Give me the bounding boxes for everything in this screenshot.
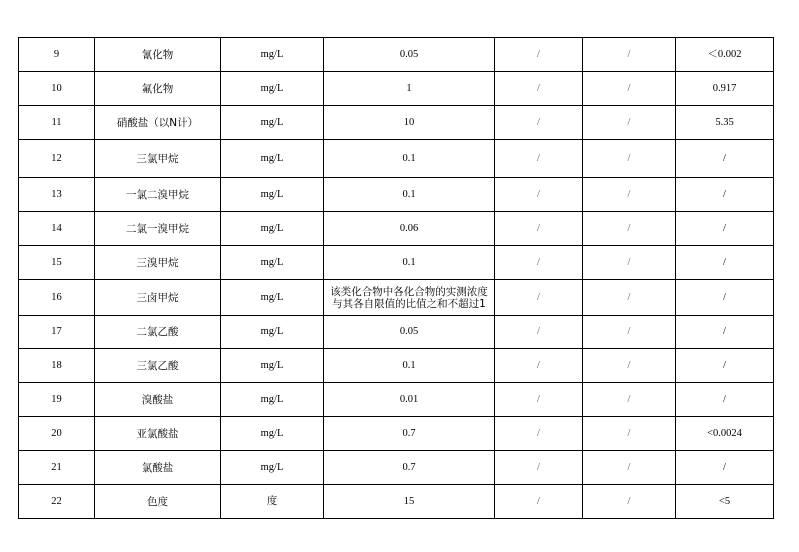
- table-row: [19, 383, 774, 417]
- indicator-name: 三卤甲烷: [95, 280, 221, 316]
- standard-limit: 该类化合物中各化合物的实测浓度与其各自限值的比值之和不超过1: [324, 280, 495, 316]
- test-result: /: [676, 349, 774, 383]
- standard-limit: 0.7: [324, 417, 495, 451]
- test-result: /: [676, 246, 774, 280]
- indicator-name: 一氯二溴甲烷: [95, 178, 221, 212]
- table-row: [19, 451, 774, 485]
- test-result: <0.0024: [676, 417, 774, 451]
- unit: mg/L: [221, 140, 324, 178]
- row-number: 15: [19, 246, 95, 280]
- indicator-name: 三氯乙酸: [95, 349, 221, 383]
- test-result: /: [676, 178, 774, 212]
- test-result: /: [676, 383, 774, 417]
- column-5-value: /: [495, 280, 583, 316]
- test-result: /: [676, 212, 774, 246]
- indicator-name: 溴酸盐: [95, 383, 221, 417]
- table-row: [19, 106, 774, 140]
- table-row: [19, 485, 774, 519]
- test-result: 0.917: [676, 72, 774, 106]
- column-6-value: /: [583, 451, 676, 485]
- unit: mg/L: [221, 106, 324, 140]
- test-result: <5: [676, 485, 774, 519]
- unit: 度: [221, 485, 324, 519]
- column-5-value: /: [495, 106, 583, 140]
- indicator-name: 硝酸盐（以N计）: [95, 106, 221, 140]
- column-6-value: /: [583, 106, 676, 140]
- table-row: [19, 140, 774, 178]
- test-result: /: [676, 316, 774, 349]
- row-number: 9: [19, 38, 95, 72]
- unit: mg/L: [221, 280, 324, 316]
- unit: mg/L: [221, 383, 324, 417]
- column-6-value: /: [583, 178, 676, 212]
- standard-limit: 15: [324, 485, 495, 519]
- column-5-value: /: [495, 349, 583, 383]
- table-row: [19, 212, 774, 246]
- unit: mg/L: [221, 417, 324, 451]
- standard-limit: 1: [324, 72, 495, 106]
- row-number: 17: [19, 316, 95, 349]
- standard-limit: 0.1: [324, 246, 495, 280]
- unit: mg/L: [221, 212, 324, 246]
- row-number: 22: [19, 485, 95, 519]
- indicator-name: 三氯甲烷: [95, 140, 221, 178]
- table-row: [19, 178, 774, 212]
- column-5-value: /: [495, 246, 583, 280]
- unit: mg/L: [221, 349, 324, 383]
- water-quality-table: [18, 37, 774, 519]
- test-result: /: [676, 451, 774, 485]
- row-number: 12: [19, 140, 95, 178]
- row-number: 18: [19, 349, 95, 383]
- column-5-value: /: [495, 212, 583, 246]
- column-6-value: /: [583, 72, 676, 106]
- unit: mg/L: [221, 316, 324, 349]
- standard-limit: 0.1: [324, 349, 495, 383]
- column-6-value: /: [583, 485, 676, 519]
- indicator-name: 氰化物: [95, 38, 221, 72]
- column-6-value: /: [583, 38, 676, 72]
- table-row: [19, 72, 774, 106]
- column-6-value: /: [583, 383, 676, 417]
- column-6-value: /: [583, 246, 676, 280]
- indicator-name: 亚氯酸盐: [95, 417, 221, 451]
- indicator-name: 二氯一溴甲烷: [95, 212, 221, 246]
- row-number: 19: [19, 383, 95, 417]
- unit: mg/L: [221, 246, 324, 280]
- column-6-value: /: [583, 349, 676, 383]
- column-5-value: /: [495, 417, 583, 451]
- column-6-value: /: [583, 140, 676, 178]
- unit: mg/L: [221, 451, 324, 485]
- table-row: [19, 417, 774, 451]
- column-5-value: /: [495, 451, 583, 485]
- column-5-value: /: [495, 72, 583, 106]
- unit: mg/L: [221, 178, 324, 212]
- column-5-value: /: [495, 38, 583, 72]
- standard-limit: 0.7: [324, 451, 495, 485]
- standard-limit: 0.05: [324, 316, 495, 349]
- row-number: 16: [19, 280, 95, 316]
- column-6-value: /: [583, 280, 676, 316]
- test-result: /: [676, 140, 774, 178]
- unit: mg/L: [221, 38, 324, 72]
- table-row: [19, 246, 774, 280]
- standard-limit: 0.1: [324, 140, 495, 178]
- indicator-name: 氯酸盐: [95, 451, 221, 485]
- standard-limit: 0.05: [324, 38, 495, 72]
- column-5-value: /: [495, 178, 583, 212]
- column-6-value: /: [583, 316, 676, 349]
- standard-limit: 10: [324, 106, 495, 140]
- table-row: [19, 316, 774, 349]
- row-number: 11: [19, 106, 95, 140]
- column-5-value: /: [495, 383, 583, 417]
- indicator-name: 氟化物: [95, 72, 221, 106]
- row-number: 10: [19, 72, 95, 106]
- indicator-name: 三溴甲烷: [95, 246, 221, 280]
- test-result: ＜0.002: [676, 38, 774, 72]
- column-5-value: /: [495, 140, 583, 178]
- row-number: 13: [19, 178, 95, 212]
- indicator-name: 色度: [95, 485, 221, 519]
- row-number: 21: [19, 451, 95, 485]
- row-number: 14: [19, 212, 95, 246]
- test-result: /: [676, 280, 774, 316]
- table-row: [19, 349, 774, 383]
- table-row: [19, 280, 774, 316]
- standard-limit: 0.1: [324, 178, 495, 212]
- table-body: [19, 38, 774, 519]
- standard-limit: 0.01: [324, 383, 495, 417]
- row-number: 20: [19, 417, 95, 451]
- column-6-value: /: [583, 417, 676, 451]
- unit: mg/L: [221, 72, 324, 106]
- test-result: 5.35: [676, 106, 774, 140]
- column-5-value: /: [495, 485, 583, 519]
- indicator-name: 二氯乙酸: [95, 316, 221, 349]
- standard-limit: 0.06: [324, 212, 495, 246]
- column-5-value: /: [495, 316, 583, 349]
- column-6-value: /: [583, 212, 676, 246]
- table-row: [19, 38, 774, 72]
